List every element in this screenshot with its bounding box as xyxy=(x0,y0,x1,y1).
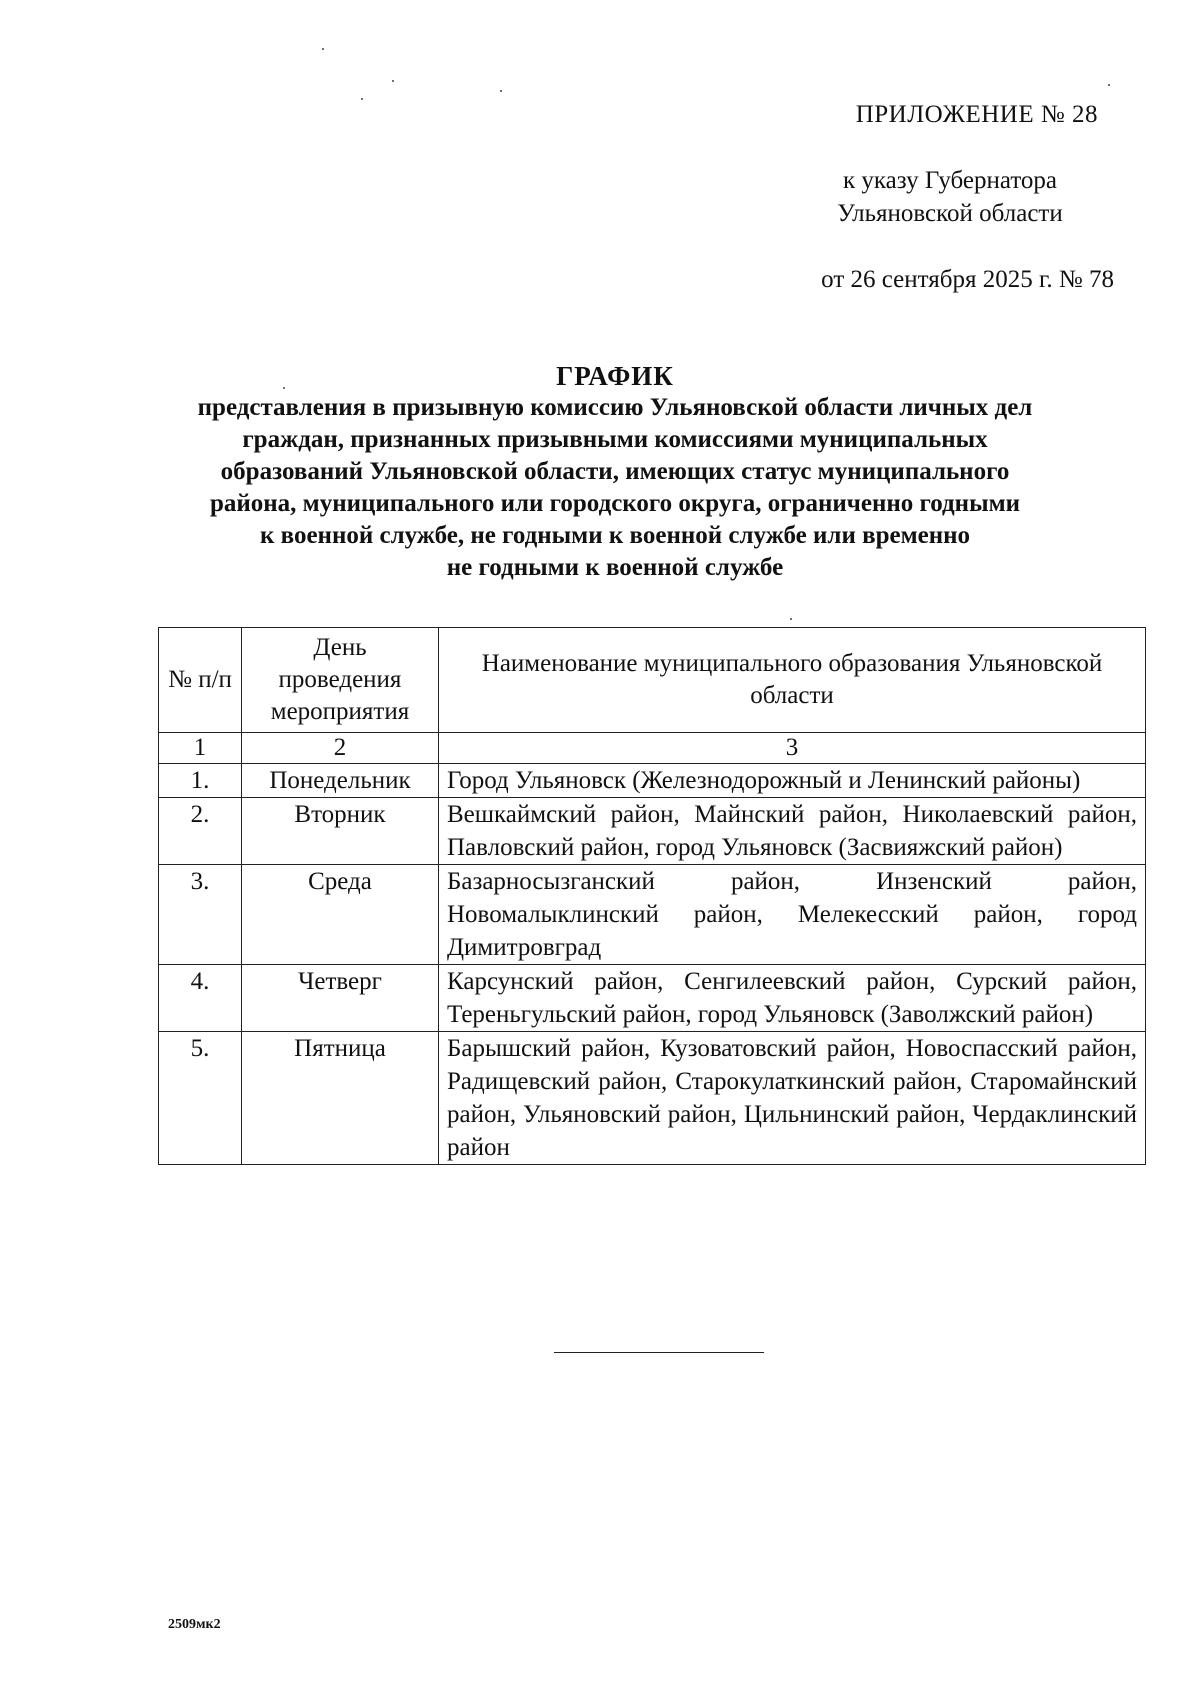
row-day: Вторник xyxy=(242,798,439,865)
row-areas: Базарносызганский район, Инзенский район, Новомалыклинский район, Мелекесский район, город Димитровград xyxy=(439,865,1146,965)
row-number: 1. xyxy=(159,764,242,798)
header-day: День проведения мероприятия xyxy=(242,628,439,733)
row-areas: Карсунский район, Сенгилеевский район, Сурский район, Тереньгульский район, город Ульяновск (Заволжский район) xyxy=(439,965,1146,1032)
row-day: Пятница xyxy=(242,1032,439,1165)
table-row xyxy=(159,965,1146,1032)
row-day: Среда xyxy=(242,865,439,965)
column-number: 1 xyxy=(159,733,242,764)
decree-date: от 26 сентября 2025 г. № 78 xyxy=(821,266,1114,293)
decree-reference-line2: Ульяновской области xyxy=(837,200,1063,227)
column-number: 2 xyxy=(242,733,439,764)
row-areas: Вешкаймский район, Майнский район, Николаевский район, Павловский район, город Ульяновск (Засвияжский район) xyxy=(439,798,1146,865)
row-areas: Барышский район, Кузоватовский район, Новоспасский район, Радищевский район, Старокулаткинский район, Старомайнский район, Ульяновский район, Цильнинский район, Чердаклинский район xyxy=(439,1032,1146,1165)
title-line: представления в призывную комиссию Ульяновской области личных дел xyxy=(197,394,1033,421)
row-number: 4. xyxy=(159,965,242,1032)
row-number: 2. xyxy=(159,798,242,865)
title-line: граждан, признанных призывными комиссиями муниципальных xyxy=(242,426,988,453)
column-number-row xyxy=(159,733,1146,764)
title-line: не годными к военной службе xyxy=(446,554,784,581)
end-divider xyxy=(554,1352,764,1353)
row-day: Понедельник xyxy=(242,764,439,798)
column-number: 3 xyxy=(439,733,1146,764)
title-line: образований Ульяновской области, имеющих статус муниципального xyxy=(220,458,1010,485)
row-number: 5. xyxy=(159,1032,242,1165)
row-number: 3. xyxy=(159,865,242,965)
table-row xyxy=(159,798,1146,865)
document-code: 2509мк2 xyxy=(168,1617,221,1632)
row-areas: Город Ульяновск (Железнодорожный и Ленинский районы) xyxy=(439,764,1146,798)
title-main: ГРАФИК xyxy=(556,361,674,391)
decree-reference-line1: к указу Губернатора xyxy=(842,167,1058,194)
row-day: Четверг xyxy=(242,965,439,1032)
title-line: к военной службе, не годными к военной службе или временно xyxy=(259,522,971,549)
title-line: района, муниципального или городского округа, ограниченно годными xyxy=(209,490,1021,517)
schedule-table xyxy=(158,627,1146,1165)
appendix-title: ПРИЛОЖЕНИЕ № 28 xyxy=(855,101,1098,128)
header-municipality: Наименование муниципального образования Ульяновской области xyxy=(439,628,1146,733)
document-title xyxy=(150,360,1080,584)
table-row xyxy=(159,865,1146,965)
table-row xyxy=(159,764,1146,798)
table-header-row xyxy=(159,628,1146,733)
table-row xyxy=(159,1032,1146,1165)
header-number: № п/п xyxy=(159,628,242,733)
decree-reference xyxy=(800,164,1100,230)
